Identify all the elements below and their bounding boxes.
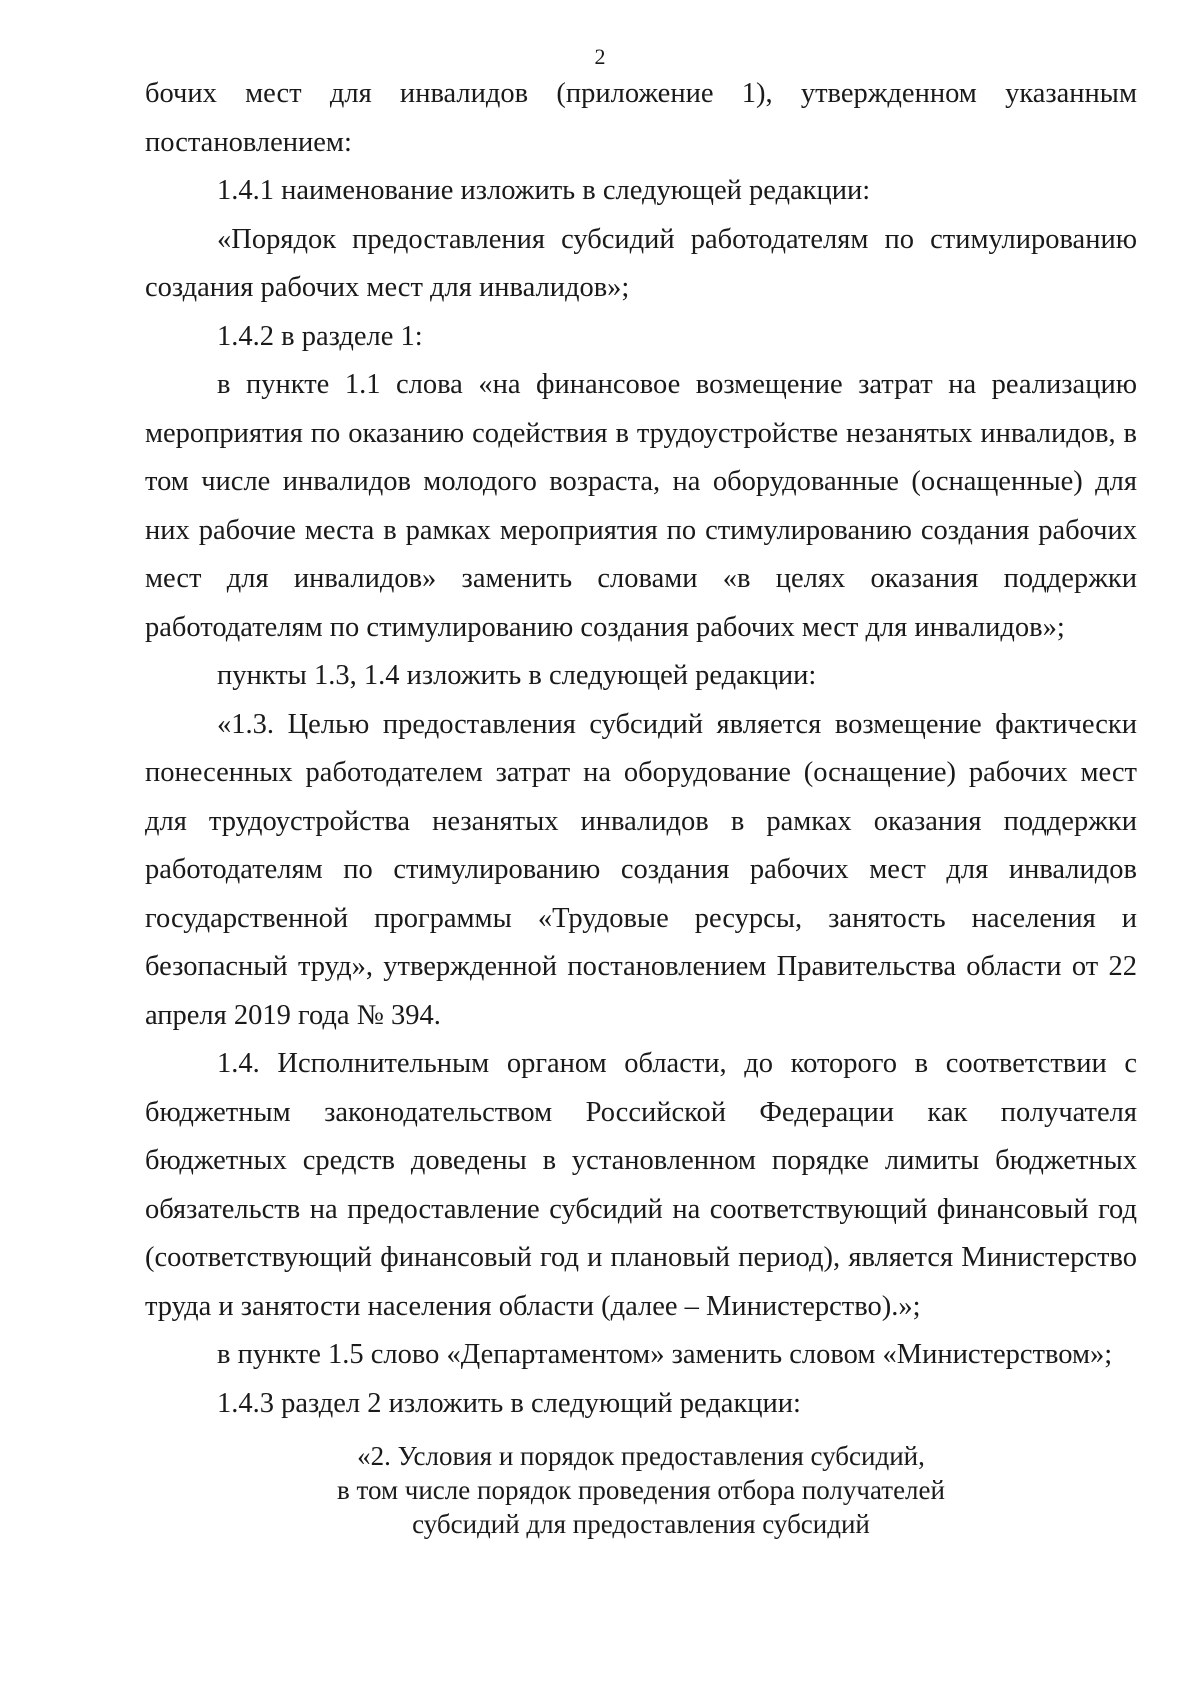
paragraph-point-1-1: в пункте 1.1 слова «на финансовое возмещение затрат на реализацию мероприятия по оказанию содействия в трудоустройстве незанятых инвалидов, в том числе инвалидов молодого возраста, на оборудованные (оснащенные) для них рабочие места в рамках мероприятия по стимулированию создания рабочих мест для инвалидов» заменить словами «в целях оказания поддержки работодателям по стимулированию создания рабочих мест для инвалидов»;	[145, 369, 1137, 643]
document-body	[145, 70, 1137, 1428]
section-heading-line: субсидий для предоставления субсидий	[412, 1509, 870, 1539]
paragraph-1-4-2: 1.4.2 в разделе 1:	[217, 320, 423, 352]
section-heading-line: в том числе порядок проведения отбора получателей	[337, 1475, 945, 1505]
section-heading-line: «2. Условия и порядок предоставления субсидий,	[357, 1441, 925, 1471]
paragraph-points-1-3-1-4: пункты 1.3, 1.4 изложить в следующей редакции:	[217, 660, 817, 691]
page-number: 2	[594, 44, 606, 69]
paragraph-point-1-5: в пункте 1.5 слово «Департаментом» заменить словом «Министерством»;	[217, 1339, 1113, 1370]
paragraph-continuation: бочих мест для инвалидов (приложение 1), утвержденном указанным постановлением:	[145, 78, 1137, 158]
paragraph-1-4-3: 1.4.3 раздел 2 изложить в следующий редакции:	[217, 1387, 801, 1419]
paragraph-new-title: «Порядок предоставления субсидий работодателям по стимулированию создания рабочих мест для инвалидов»;	[145, 223, 1137, 303]
paragraph-1-3: «1.3. Целью предоставления субсидий является возмещение фактически понесенных работодателем затрат на оборудование (оснащение) рабочих мест для трудоустройства незанятых инвалидов в рамках оказания поддержки работодателям по стимулированию создания рабочих мест для инвалидов государственной программы «Трудовые ресурсы, занятость населения и безопасный труд», утвержденной постановлением Правительства области от 22 апреля 2019 года № 394.	[145, 708, 1137, 1031]
paragraph-1-4: 1.4. Исполнительным органом области, до которого в соответствии с бюджетным законодательством Российской Федерации как получателя бюджетных средств доведены в установленном порядке лимиты бюджетных обязательств на предоставление субсидий на соответствующий финансовый год (соответствующий финансовый год и плановый период), является Министерство труда и занятости населения области (далее – Министерство).»;	[145, 1048, 1137, 1322]
paragraph-1-4-1: 1.4.1 наименование изложить в следующей редакции:	[217, 175, 871, 206]
section-heading	[145, 1439, 1137, 1541]
